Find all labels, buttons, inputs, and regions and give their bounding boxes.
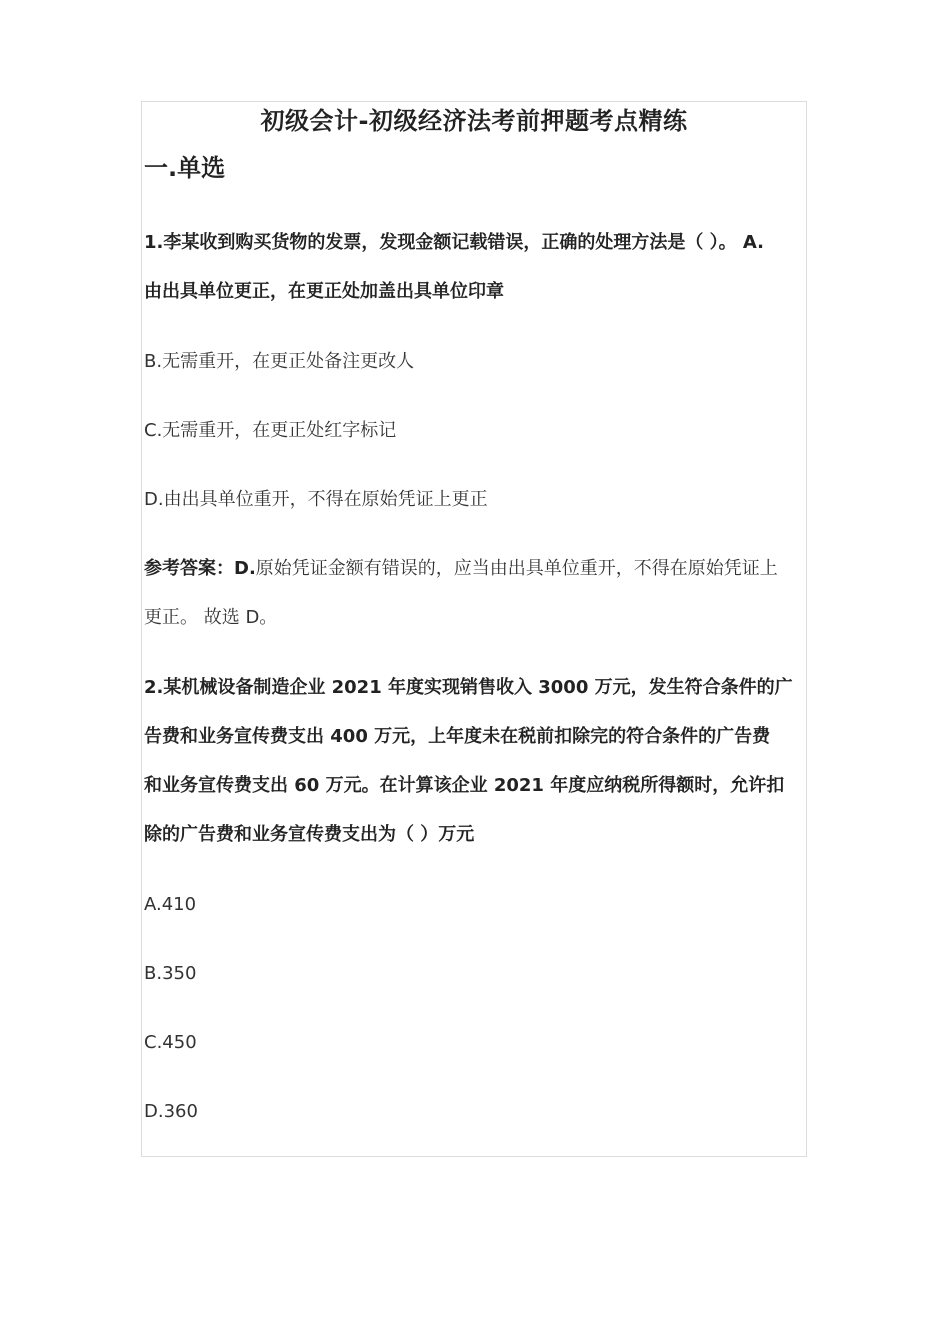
answer-label: 参考答案：D.	[144, 558, 256, 579]
question-2-stem-line: 和业务宣传费支出 60 万元。在计算该企业 2021 年度应纳税所得额时，允许扣	[144, 775, 785, 796]
question-1-answer-line	[144, 544, 808, 593]
question-1-stem	[144, 218, 808, 316]
question-2-stem-line: 2.某机械设备制造企业 2021 年度实现销售收入 3000 万元，发生符合条件的广	[144, 677, 793, 698]
question-2-stem	[144, 663, 808, 859]
question-1-answer	[144, 544, 808, 642]
question-2-stem-line: 告费和业务宣传费支出 400 万元，上年度未在税前扣除完的符合条件的广告费	[144, 726, 771, 747]
question-1-stem-line: 由出具单位更正，在更正处加盖出具单位印章	[144, 281, 504, 302]
question-2-stem-line: 除的广告费和业务宣传费支出为（ ）万元	[144, 824, 475, 845]
question-1-stem-line: 1.李某收到购买货物的发票，发现金额记载错误，正确的处理方法是（ ）。 A.	[144, 232, 764, 253]
document-title: 初级会计-初级经济法考前押题考点精练	[260, 107, 688, 135]
question-1-answer-line: 更正。 故选 D。	[144, 607, 278, 628]
question-2-option-b: B.350	[144, 963, 197, 984]
question-1-option-c: C.无需重开，在更正处红字标记	[144, 420, 397, 441]
question-1-option-d: D.由出具单位重开，不得在原始凭证上更正	[144, 489, 488, 510]
question-2-option-a: A.410	[144, 894, 197, 915]
section-heading: 一.单选	[144, 154, 226, 182]
question-2-option-c: C.450	[144, 1032, 197, 1053]
question-1-option-b: B.无需重开，在更正处备注更改人	[144, 351, 415, 372]
question-2-option-d: D.360	[144, 1101, 198, 1122]
answer-text: 原始凭证金额有错误的，应当由出具单位重开，不得在原始凭证上	[255, 558, 778, 579]
